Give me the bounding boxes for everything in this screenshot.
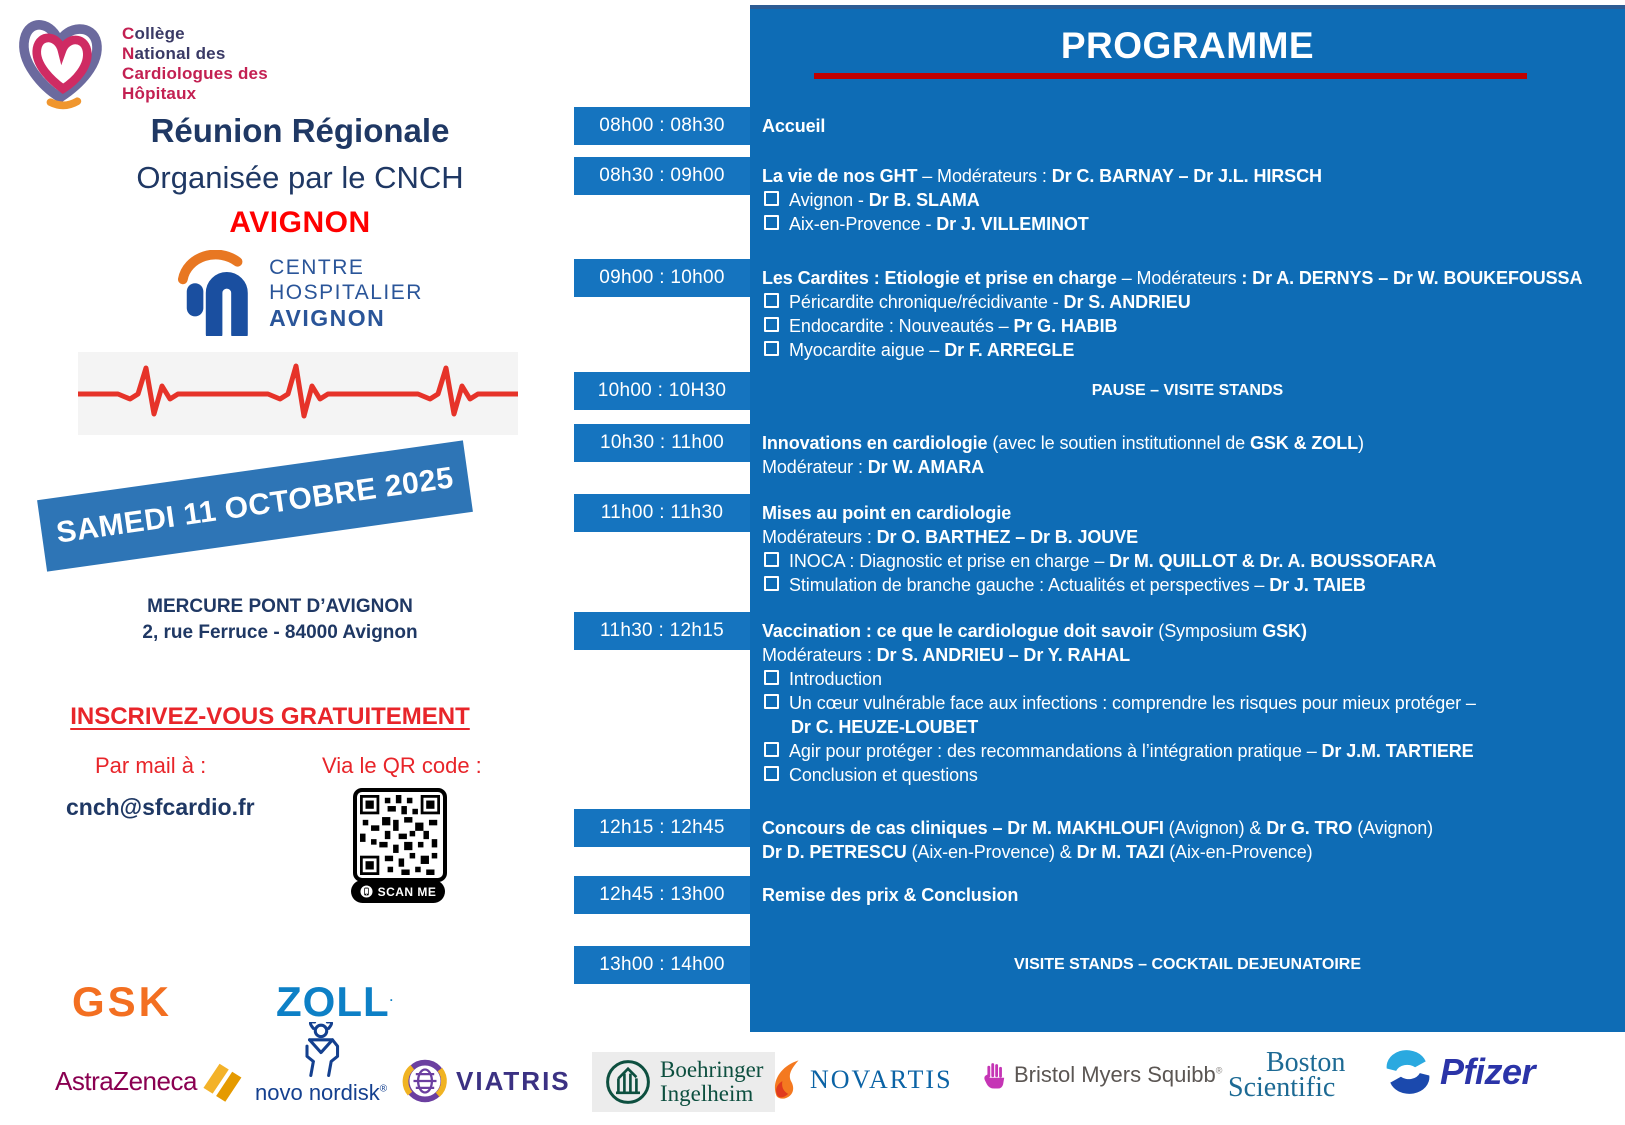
- session-text: (Avignon) &: [1163, 818, 1267, 838]
- ecg-trace-icon: [78, 352, 518, 435]
- time-slot: 08h00 : 08h30: [574, 107, 750, 145]
- venue-address: 2, rue Ferruce - 84000 Avignon: [142, 622, 418, 643]
- cnch-logo-line: National des: [122, 44, 226, 63]
- session-text: Dr M. QUILLOT & Dr. A. BOUSSOFARA: [1109, 551, 1437, 571]
- novartis-logo-text: NOVARTIS: [810, 1065, 953, 1094]
- viatris-logo-text: VIATRIS: [456, 1065, 571, 1096]
- pfizer-helix-icon: [1382, 1048, 1434, 1096]
- session-text: Modérateurs :: [762, 527, 877, 547]
- meeting-city: AVIGNON: [229, 206, 371, 239]
- viatris-globe-icon: [402, 1058, 448, 1104]
- session-text: Dr O. BARTHEZ – Dr B. JOUVE: [876, 527, 1138, 547]
- time-slot: 09h00 : 10h00: [574, 259, 750, 297]
- session-text: GSK & ZOLL: [1250, 433, 1358, 453]
- session-line: [762, 619, 1611, 643]
- sponsor-bms: [982, 1060, 1222, 1090]
- qr-code-icon: [360, 795, 440, 875]
- boston-line2: Scientific: [1228, 1072, 1336, 1103]
- session-text: Concours de cas cliniques – Dr M. MAKHLOUFI: [762, 818, 1164, 838]
- session-line: [762, 164, 1611, 188]
- time-slot: 10h00 : 10H30: [574, 372, 750, 410]
- bms-reg-mark: ®: [1215, 1065, 1223, 1076]
- program-session: [597, 372, 1625, 401]
- checkbox-icon: [764, 552, 779, 567]
- hospital-line2: HOSPITALIER: [269, 281, 423, 304]
- checkbox-icon: [764, 742, 779, 757]
- novo-nordisk-name: novo nordisk: [255, 1080, 380, 1105]
- checkbox-icon: [764, 694, 779, 709]
- session-line: [762, 338, 1611, 362]
- gsk-logo: GSK: [72, 978, 173, 1025]
- session-text: Dr M. TAZI: [1076, 842, 1165, 862]
- hospital-line3: AVIGNON: [269, 305, 386, 331]
- session-content: [762, 612, 1611, 787]
- session-line: [762, 501, 1611, 525]
- novartis-flame-icon: [772, 1060, 802, 1100]
- meeting-subtitle: Organisée par le CNCH: [136, 160, 464, 195]
- date-banner: SAMEDI 11 OCTOBRE 2025: [37, 440, 473, 571]
- session-content: [762, 876, 1611, 907]
- astrazeneca-icon: [201, 1058, 245, 1104]
- hospital-logo-icon: [177, 250, 259, 336]
- session-content: [762, 157, 1611, 236]
- program-session: [599, 259, 1625, 362]
- session-text: Péricardite chronique/récidivante -: [789, 292, 1064, 312]
- boehringer-logo-text: [660, 1058, 763, 1106]
- session-line: [762, 114, 1611, 138]
- session-content: [762, 107, 1611, 138]
- venue-name: MERCURE PONT D’AVIGNON: [147, 596, 413, 617]
- novo-nordisk-logo-text: [255, 1080, 387, 1106]
- session-text: Dr J.M. TARTIERE: [1321, 741, 1474, 761]
- boston-line1: Boston: [1266, 1047, 1346, 1078]
- sponsor-novo-nordisk: [255, 1022, 387, 1106]
- time-slot: 13h00 : 14h00: [574, 946, 750, 984]
- boston-logo-text: [1228, 1047, 1346, 1103]
- session-text: – Modérateurs: [1116, 268, 1242, 288]
- session-text: INOCA : Diagnostic et prise en charge –: [789, 551, 1110, 571]
- session-text: Dr S. ANDRIEU: [1063, 292, 1191, 312]
- session-text: Dr B. SLAMA: [868, 190, 980, 210]
- session-text: (Symposium: [1153, 621, 1263, 641]
- program-sessions: [597, 9, 1625, 1032]
- register-mail-label: Par mail à :: [95, 753, 207, 778]
- session-line: [762, 266, 1611, 290]
- session-text: Introduction: [789, 669, 882, 689]
- sponsor-novartis: [772, 1060, 953, 1100]
- boehringer-line2: Ingelheim: [660, 1081, 754, 1106]
- hospital-logo-text: [269, 255, 423, 331]
- program-session: [599, 876, 1625, 907]
- session-text: Dr C. HEUZE-LOUBET: [791, 717, 979, 737]
- cnch-logo-line: Hôpitaux: [122, 84, 197, 103]
- session-text: La vie de nos GHT: [762, 166, 918, 186]
- sponsor-pfizer: [1382, 1048, 1535, 1096]
- session-line: [762, 314, 1611, 338]
- checkbox-icon: [764, 576, 779, 591]
- meeting-title: Réunion Régionale: [150, 112, 450, 149]
- session-text: (Avignon): [1352, 818, 1434, 838]
- session-line: [762, 431, 1611, 455]
- session-line: [762, 549, 1611, 573]
- checkbox-icon: [764, 215, 779, 230]
- checkbox-icon: [764, 670, 779, 685]
- time-slot: 10h30 : 11h00: [574, 424, 750, 462]
- session-line: [762, 816, 1611, 840]
- novo-reg-mark: ®: [379, 1083, 388, 1095]
- cnch-logo-line: Cardiologues des: [122, 64, 268, 83]
- session-text: Remise des prix & Conclusion: [762, 885, 1019, 905]
- phone-icon: [360, 885, 373, 898]
- bms-hand-icon: [982, 1060, 1008, 1090]
- session-line: [762, 739, 1611, 763]
- session-line: [762, 691, 1611, 715]
- zoll-logo-text: ZOLL: [276, 978, 390, 1025]
- program-session: [599, 809, 1625, 864]
- novo-nordisk-bull-icon: [295, 1022, 347, 1078]
- cnch-logo-text: [122, 10, 268, 104]
- session-text: GSK): [1262, 621, 1307, 641]
- session-content: [762, 809, 1611, 864]
- session-line: [762, 643, 1611, 667]
- bms-name: Bristol Myers Squibb: [1014, 1062, 1216, 1087]
- time-slot: 12h45 : 13h00: [574, 876, 750, 914]
- program-session: [599, 157, 1625, 236]
- session-text: Conclusion et questions: [789, 765, 978, 785]
- register-qr-label: Via le QR code :: [322, 753, 482, 778]
- session-banner-line: [750, 946, 1625, 984]
- session-text: Dr W. AMARA: [867, 457, 984, 477]
- session-line: [762, 212, 1611, 236]
- session-text: (Aix-en-Provence): [1164, 842, 1313, 862]
- session-text: Dr D. PETRESCU: [762, 842, 907, 862]
- qr-code[interactable]: [353, 788, 447, 882]
- session-text: PAUSE – VISITE STANDS: [1091, 382, 1284, 399]
- session-text: Pr G. HABIB: [1013, 316, 1118, 336]
- pfizer-logo-text: Pfizer: [1440, 1051, 1536, 1092]
- session-text: : Dr A. DERNYS – Dr W. BOUKEFOUSSA: [1241, 268, 1583, 288]
- session-banner-line: [750, 372, 1625, 410]
- sponsor-viatris: [402, 1058, 571, 1104]
- program-session: [600, 494, 1625, 597]
- session-text: (avec le soutien institutionnel de: [987, 433, 1250, 453]
- session-line: [762, 525, 1611, 549]
- time-slot: 11h30 : 12h15: [574, 612, 750, 650]
- session-line: [762, 883, 1611, 907]
- session-text: Endocardite : Nouveautés –: [789, 316, 1014, 336]
- program-session: [599, 107, 1625, 138]
- zoll-logo: [276, 978, 394, 1026]
- session-text: Dr J. TAIEB: [1269, 575, 1366, 595]
- session-line: [762, 573, 1611, 597]
- session-content: [762, 424, 1611, 479]
- session-text: Modérateur :: [762, 457, 868, 477]
- zoll-reg-mark: .: [389, 990, 394, 1004]
- sponsor-boehringer: [592, 1052, 775, 1112]
- scan-me-badge: [351, 880, 445, 903]
- program-session: [600, 424, 1625, 479]
- time-slot: 08h30 : 09h00: [574, 157, 750, 195]
- session-text: Un cœur vulnérable face aux infections : comprendre les risques pour mieux protéger –: [789, 693, 1476, 713]
- session-text: Stimulation de branche gauche : Actualités et perspectives –: [789, 575, 1270, 595]
- sponsor-astrazeneca: [55, 1058, 245, 1104]
- session-text: Dr C. BARNAY – Dr J.L. HIRSCH: [1051, 166, 1322, 186]
- register-email-link[interactable]: cnch@sfcardio.fr: [66, 794, 255, 820]
- session-content: [762, 494, 1611, 597]
- session-text: Accueil: [762, 116, 826, 136]
- session-text: ): [1358, 433, 1364, 453]
- bms-logo-text: [1014, 1062, 1222, 1088]
- session-text: Avignon -: [789, 190, 869, 210]
- session-text: Vaccination : ce que le cardiologue doit savoir: [762, 621, 1154, 641]
- session-text: Les Cardites : Etiologie et prise en charge: [762, 268, 1117, 288]
- session-line: [762, 840, 1611, 864]
- cnch-logo: [14, 10, 268, 110]
- session-line: [762, 455, 1611, 479]
- program-title: PROGRAMME: [1060, 25, 1315, 66]
- time-slot: 11h00 : 11h30: [574, 494, 750, 532]
- checkbox-icon: [764, 766, 779, 781]
- session-line: [762, 290, 1611, 314]
- checkbox-icon: [764, 317, 779, 332]
- time-slot: 12h15 : 12h45: [574, 809, 750, 847]
- hospital-line1: CENTRE: [269, 256, 365, 279]
- session-text: Agir pour protéger : des recommandations à l’intégration pratique –: [789, 741, 1322, 761]
- session-text: Modérateurs :: [762, 645, 877, 665]
- register-heading: INSCRIVEZ-VOUS GRATUITEMENT: [70, 703, 470, 730]
- session-text: Dr G. TRO: [1266, 818, 1353, 838]
- program-session: [600, 612, 1625, 787]
- cnch-logo-line: Collège: [122, 24, 185, 43]
- session-content: [762, 259, 1611, 362]
- astrazeneca-logo-text: AstraZeneca: [55, 1065, 197, 1096]
- boehringer-icon: [604, 1058, 652, 1106]
- scan-me-label: SCAN ME: [377, 884, 437, 899]
- checkbox-icon: [764, 293, 779, 308]
- session-text: Myocardite aigue –: [789, 340, 945, 360]
- session-line: [762, 715, 1611, 739]
- session-text: Dr S. ANDRIEU – Dr Y. RAHAL: [876, 645, 1130, 665]
- session-text: Mises au point en cardiologie: [762, 503, 1012, 523]
- boehringer-line1: Boehringer: [660, 1057, 764, 1082]
- program-session: [599, 946, 1625, 975]
- session-line: [762, 763, 1611, 787]
- session-text: Dr F. ARREGLE: [944, 340, 1075, 360]
- session-text: Dr J. VILLEMINOT: [936, 214, 1089, 234]
- program-panel: [597, 5, 1625, 1032]
- session-text: Innovations en cardiologie: [762, 433, 988, 453]
- checkbox-icon: [764, 341, 779, 356]
- hospital-logo: [0, 250, 600, 336]
- sponsor-boston-scientific: [1228, 1047, 1346, 1103]
- session-text: (Aix-en-Provence) &: [906, 842, 1077, 862]
- session-line: [762, 188, 1611, 212]
- session-text: VISITE STANDS – COCKTAIL DEJEUNATOIRE: [1013, 956, 1361, 973]
- session-text: Aix-en-Provence -: [789, 214, 937, 234]
- session-text: – Modérateurs :: [917, 166, 1052, 186]
- checkbox-icon: [764, 191, 779, 206]
- ecg-image: [78, 352, 518, 435]
- cnch-heart-icon: [14, 10, 110, 110]
- session-line: [762, 667, 1611, 691]
